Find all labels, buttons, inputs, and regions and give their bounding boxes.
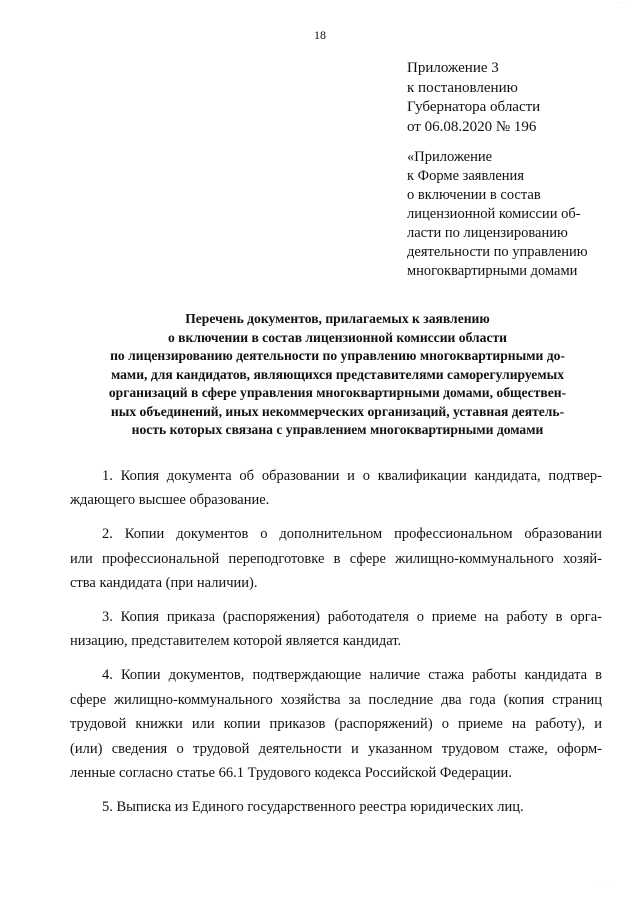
title-line: мами, для кандидатов, являющихся представителями саморегулируемых: [110, 366, 565, 382]
list-item-5: [70, 795, 602, 819]
annex-inner-line: лицензионной комиссии об-: [407, 206, 581, 222]
annex-line: Приложение 3: [407, 60, 499, 76]
scan-artifact-bottom: · · ·: [595, 884, 610, 891]
text-line: сфере жилищно-коммунального хозяйства за последние два года (копия страниц: [70, 691, 602, 708]
list-item-4: [70, 663, 602, 785]
scan-artifact-top: · · ·: [615, 0, 630, 7]
annex-inner-line: многоквартирными домами: [407, 263, 578, 279]
list-item-2: [70, 522, 602, 595]
title-line: ность которых связана с управлением многоквартирными домами: [131, 422, 544, 437]
document-title: [70, 310, 605, 440]
annex-inner-line: о включении в состав: [407, 187, 541, 203]
text-line: ждающего высшее образование.: [70, 492, 270, 509]
list-item-3: [70, 605, 602, 654]
title-line: организаций в сфере управления многоквартирными домами, обществен-: [108, 385, 567, 400]
title-line: Перечень документов, прилагаемых к заявлению: [185, 311, 490, 326]
title-line: по лицензированию деятельности по управлению многоквартирными до-: [110, 348, 565, 363]
text-line: низацию, представителем которой является кандидат.: [70, 633, 402, 650]
annex-inner-line: «Приложение: [407, 149, 493, 165]
title-line: о включении в состав лицензионной комиссии области: [167, 329, 508, 345]
text-line: ства кандидата (при наличии).: [70, 575, 258, 592]
list-item-1: [70, 464, 602, 513]
text-line: или профессиональной переподготовке в сфере жилищно-коммунального хозяй-: [70, 550, 602, 567]
annex-line: от 06.08.2020 № 196: [407, 118, 537, 135]
text-line: ленные согласно статье 66.1 Трудового кодекса Российской Федерации.: [70, 764, 512, 781]
text-line: 1. Копия документа об образовании и о квалификации кандидата, подтвер-: [102, 468, 602, 484]
annex-line: Губернатора области: [407, 99, 541, 115]
annex-inner-header: [407, 148, 588, 281]
annex-header: [407, 59, 540, 137]
page-number: 18: [314, 28, 326, 42]
text-line: трудовой книжки или копии приказов (распоряжений) о приеме на работу), и: [70, 716, 602, 733]
annex-inner-line: деятельности по управлению: [407, 244, 588, 260]
annex-inner-line: к Форме заявления: [407, 168, 524, 184]
document-list: [70, 464, 602, 829]
text-line: 5. Выписка из Единого государственного реестра юридических лиц.: [102, 798, 524, 815]
annex-line: к постановлению: [407, 79, 518, 96]
text-line: 4. Копии документов, подтверждающие наличие стажа работы кандидата в: [102, 667, 602, 684]
text-line: 2. Копии документов о дополнительном профессиональном образовании: [102, 526, 602, 543]
annex-inner-line: ласти по лицензированию: [407, 225, 568, 241]
text-line: 3. Копия приказа (распоряжения) работодателя о приеме на работу в орга-: [102, 609, 602, 626]
text-line: (или) сведения о трудовой деятельности и указанном трудовом стаже, оформ-: [70, 740, 602, 757]
title-line: ных объединений, иных некоммерческих организаций, уставная деятель-: [110, 403, 565, 419]
